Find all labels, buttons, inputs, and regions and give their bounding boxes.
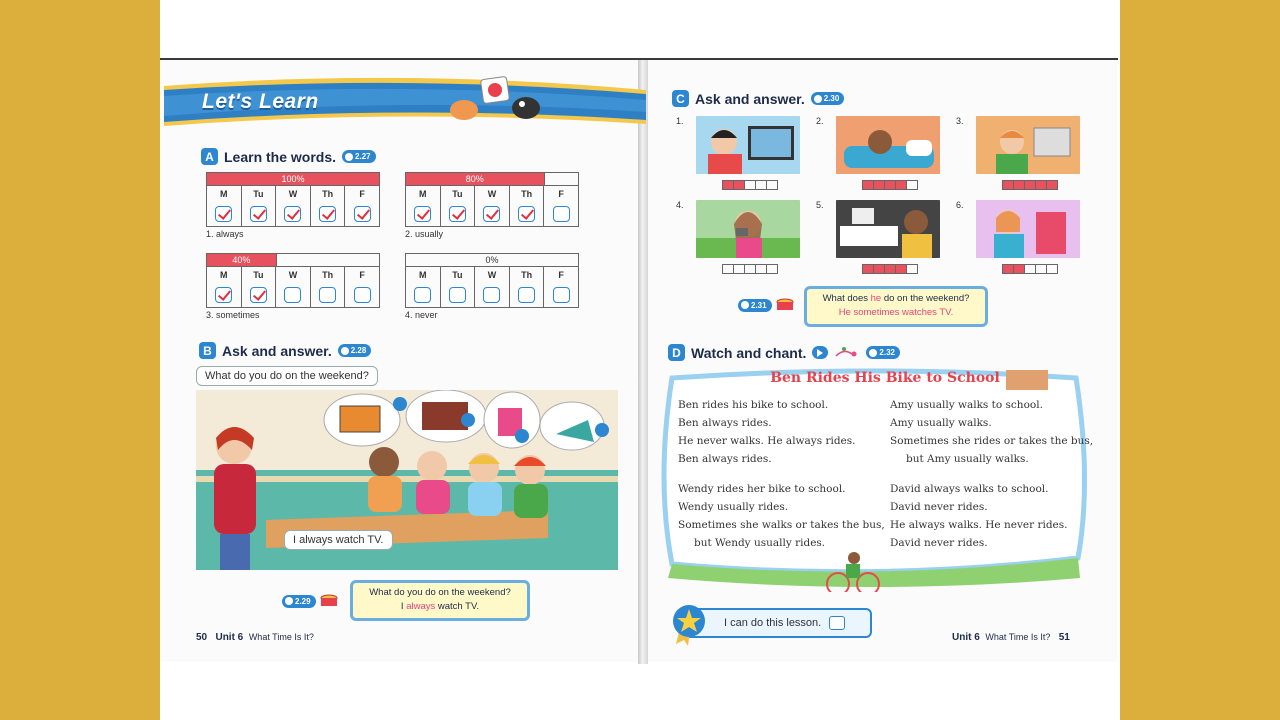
item-number: 6. — [956, 200, 964, 210]
frequency-bar — [722, 180, 778, 190]
day-checkbox[interactable] — [483, 206, 500, 222]
frequency-bar — [1002, 264, 1058, 274]
piano-scene — [830, 200, 946, 258]
day-checkbox[interactable] — [354, 287, 371, 303]
grid-caption: 1. always — [206, 229, 244, 239]
chant-line: Ben always rides. — [678, 417, 772, 429]
chant-verse-amy — [890, 396, 1093, 468]
item-number: 4. — [676, 200, 684, 210]
audio-track-button[interactable]: 2.28 — [338, 344, 372, 357]
speaker-icon — [814, 95, 822, 103]
banner-title: Let's Learn — [202, 90, 319, 113]
day-name: Th — [322, 270, 334, 280]
star-badge-icon — [670, 602, 708, 646]
grid-caption: 2. usually — [405, 229, 444, 239]
day-checkbox[interactable] — [414, 287, 431, 303]
right-page-footer — [952, 632, 1070, 643]
drum-icon — [320, 594, 338, 608]
computer-scene — [970, 116, 1086, 174]
drum-icon — [776, 298, 794, 312]
day-cell — [242, 186, 277, 226]
day-name: Th — [322, 189, 334, 199]
day-cell — [441, 267, 476, 307]
speaker-icon — [869, 349, 877, 357]
chant-line: Ben always rides. — [678, 453, 772, 465]
day-checkbox[interactable] — [414, 206, 431, 222]
day-name: Tu — [452, 270, 463, 280]
unit-title: What Time Is It? — [985, 632, 1051, 642]
model-dialog-audio — [738, 298, 794, 312]
book-spine — [638, 60, 648, 664]
chant-line: David never rides. — [890, 501, 988, 513]
day-cell — [311, 267, 346, 307]
day-cell — [406, 186, 441, 226]
section-b-title: Ask and answer. — [222, 342, 332, 359]
day-checkbox[interactable] — [354, 206, 371, 222]
chant-line: Sometimes she walks or takes the bus, — [678, 519, 885, 531]
frequency-bar — [722, 264, 778, 274]
day-checkbox[interactable] — [449, 287, 466, 303]
section-b-letter: B — [199, 342, 216, 359]
day-cell — [441, 186, 476, 226]
frequency-grid-never — [405, 253, 579, 320]
percent-bar — [206, 253, 380, 267]
section-c-letter: C — [672, 90, 689, 107]
chant-line: He never walks. He always rides. — [678, 435, 856, 447]
chant-verse-ben — [678, 396, 856, 468]
day-name: Tu — [253, 270, 264, 280]
section-a-title: Learn the words. — [224, 148, 337, 165]
day-checkbox[interactable] — [553, 206, 570, 222]
chant-motion-icon — [834, 346, 860, 360]
day-cell — [345, 267, 379, 307]
audio-track-button[interactable]: 2.29 — [282, 595, 316, 608]
day-name: F — [558, 189, 564, 199]
day-name: W — [288, 189, 298, 199]
section-a-letter: A — [201, 148, 218, 165]
chant-line: Ben rides his bike to school. — [678, 399, 829, 411]
chant-verse-wendy — [678, 480, 885, 552]
day-name: W — [288, 270, 298, 280]
chant-line: Wendy rides her bike to school. — [678, 483, 846, 495]
percent-fill: 80% — [406, 173, 544, 185]
audio-track-button[interactable]: 2.32 — [866, 346, 900, 359]
tv-scene — [690, 116, 806, 174]
model-question: What does he do on the weekend? — [822, 293, 970, 304]
page-number: 51 — [1058, 632, 1070, 643]
section-d-heading — [668, 344, 900, 361]
day-name: M — [220, 189, 228, 199]
day-name: F — [359, 189, 365, 199]
audio-track-button[interactable]: 2.30 — [811, 92, 845, 105]
play-icon — [817, 349, 823, 357]
frequency-bar — [862, 264, 918, 274]
shop-scene — [970, 200, 1086, 258]
day-name: F — [558, 270, 564, 280]
section-c-heading — [672, 90, 844, 107]
day-name: M — [419, 270, 427, 280]
video-play-button[interactable] — [812, 346, 828, 359]
day-name: Th — [521, 270, 533, 280]
frequency-bar — [862, 180, 918, 190]
can-do-checkbox-row — [680, 608, 872, 638]
percent-bar — [405, 253, 579, 267]
day-name: Tu — [452, 189, 463, 199]
section-d-title: Watch and chant. — [691, 344, 807, 361]
day-cell — [207, 186, 242, 226]
day-checkbox[interactable] — [518, 287, 535, 303]
frequency-grid-always — [206, 172, 380, 239]
day-name: W — [487, 189, 497, 199]
model-answer: I always watch TV. — [400, 601, 480, 613]
day-cell — [242, 267, 277, 307]
day-name: Tu — [253, 189, 264, 199]
chant-verse-david — [890, 480, 1068, 552]
day-checkbox[interactable] — [284, 287, 301, 303]
chant-line: but Amy usually walks. — [906, 453, 1029, 465]
camera-scene — [690, 200, 806, 258]
model-dialog-audio — [282, 594, 338, 608]
chant-line: David never rides. — [890, 537, 988, 549]
can-do-checkbox[interactable] — [829, 616, 845, 630]
day-cell — [510, 267, 545, 307]
section-b-heading — [199, 342, 371, 359]
day-checkbox[interactable] — [319, 206, 336, 222]
unit-label: Unit 6 — [952, 632, 980, 643]
model-answer: He sometimes watches TV. — [838, 307, 954, 319]
day-checkbox[interactable] — [483, 287, 500, 303]
item-number: 2. — [816, 116, 824, 126]
day-cell — [544, 267, 578, 307]
day-cell — [406, 267, 441, 307]
audio-track-button[interactable]: 2.27 — [342, 150, 376, 163]
day-name: W — [487, 270, 497, 280]
day-checkbox[interactable] — [250, 287, 267, 303]
day-checkbox[interactable] — [284, 206, 301, 222]
day-cell — [311, 186, 346, 226]
classroom-illustration — [196, 390, 618, 570]
activity-pictures — [676, 116, 1090, 276]
percent-bar — [206, 172, 380, 186]
day-cell — [475, 267, 510, 307]
chant-line: Amy usually walks. — [890, 417, 992, 429]
day-cell — [510, 186, 545, 226]
model-dialog-box — [804, 286, 988, 327]
day-cell — [544, 186, 578, 226]
speaker-icon — [345, 153, 353, 161]
speaker-icon — [741, 301, 749, 309]
day-cell — [345, 186, 379, 226]
day-name: F — [359, 270, 365, 280]
day-name: Th — [521, 189, 533, 199]
item-number: 5. — [816, 200, 824, 210]
sleep-scene — [830, 116, 946, 174]
day-checkbox[interactable] — [553, 287, 570, 303]
frequency-bar — [1002, 180, 1058, 190]
day-cell — [276, 267, 311, 307]
percent-fill: 40% — [207, 254, 276, 266]
day-cell — [475, 186, 510, 226]
chant-line: He always walks. He never rides. — [890, 519, 1068, 531]
item-number: 1. — [676, 116, 684, 126]
day-checkbox[interactable] — [518, 206, 535, 222]
day-checkbox[interactable] — [215, 287, 232, 303]
speaker-icon — [285, 597, 293, 605]
day-name: M — [419, 189, 427, 199]
audio-track-button[interactable]: 2.31 — [738, 299, 772, 312]
percent-bar — [405, 172, 579, 186]
frequency-grid-sometimes — [206, 253, 380, 320]
day-cell — [207, 267, 242, 307]
chant-line: but Wendy usually rides. — [694, 537, 826, 549]
frequency-grid-usually — [405, 172, 579, 239]
model-question: What do you do on the weekend? — [369, 587, 511, 598]
day-checkbox[interactable] — [319, 287, 336, 303]
question-speech-bubble: What do you do on the weekend? — [196, 366, 378, 386]
day-checkbox[interactable] — [215, 206, 232, 222]
chant-title: Ben Rides His Bike to School — [770, 370, 1000, 386]
day-checkbox[interactable] — [449, 206, 466, 222]
unit-title: What Time Is It? — [248, 632, 314, 642]
speaker-icon — [341, 347, 349, 355]
day-name: M — [220, 270, 228, 280]
percent-fill: 100% — [207, 173, 379, 185]
unit-label: Unit 6 — [215, 632, 244, 643]
percent-label: 0% — [485, 255, 499, 265]
page-number: 50 — [196, 632, 208, 643]
chant-line: David always walks to school. — [890, 483, 1049, 495]
chant-line: Wendy usually rides. — [678, 501, 789, 513]
section-d-letter: D — [668, 344, 685, 361]
can-do-text: I can do this lesson. — [724, 617, 822, 629]
section-c-title: Ask and answer. — [695, 90, 805, 107]
model-dialog-box — [350, 580, 530, 621]
grid-caption: 3. sometimes — [206, 310, 260, 320]
chant-line: Sometimes she rides or takes the bus, — [890, 435, 1094, 447]
answer-speech-bubble: I always watch TV. — [284, 530, 393, 550]
item-number: 3. — [956, 116, 964, 126]
textbook-spread — [160, 58, 1118, 662]
day-cell — [276, 186, 311, 226]
day-checkbox[interactable] — [250, 206, 267, 222]
grid-caption: 4. never — [405, 310, 438, 320]
chant-line: Amy usually walks to school. — [890, 399, 1043, 411]
left-page-footer — [196, 632, 314, 643]
section-a-heading — [201, 148, 376, 165]
